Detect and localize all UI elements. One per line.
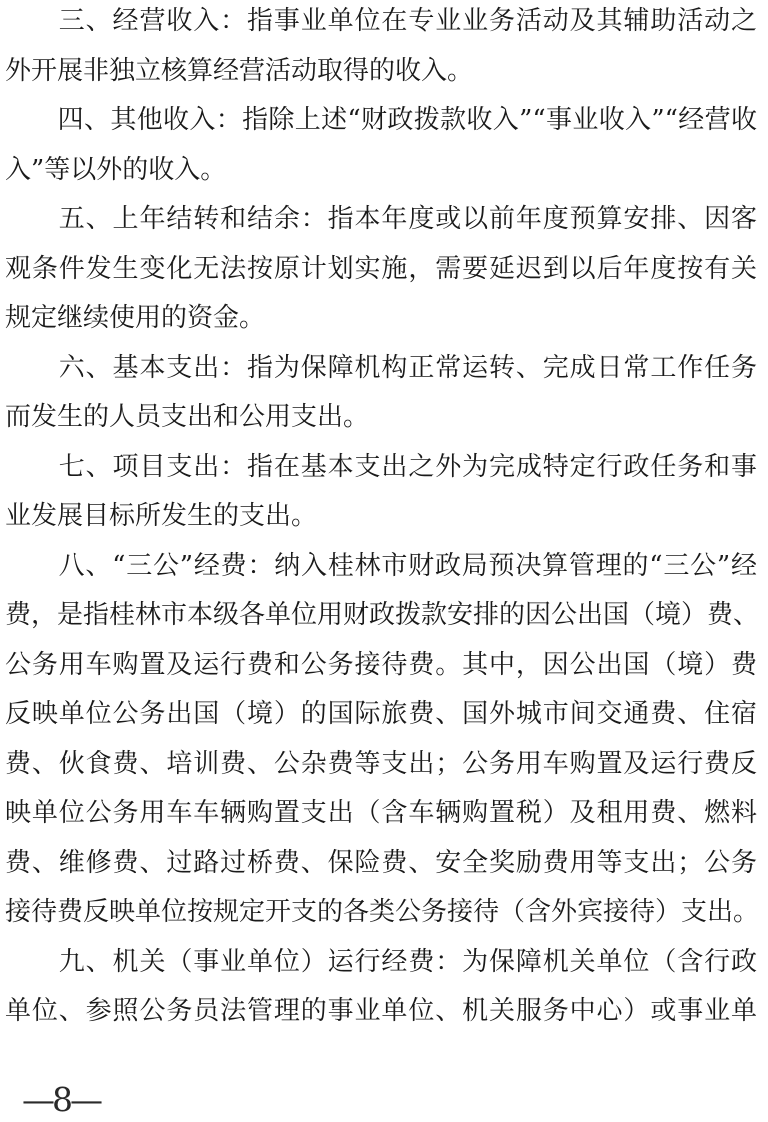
text-line: 三、经营收入：指事业单位在专业业务活动及其辅助活动之 — [5, 6, 757, 36]
item-4-other-revenue — [5, 96, 757, 195]
text-line: 观条件发生变化无法按原计划实施，需要延迟到以后年度按有关 — [5, 253, 757, 284]
text-line: 公务用车购置及运行费和公务接待费。其中，因公出国（境）费 — [5, 649, 757, 680]
text-line: 外开展非独立核算经营活动取得的收入。 — [5, 55, 474, 86]
text-line: 五、上年结转和结余：指本年度或以前年度预算安排、因客 — [5, 204, 757, 234]
text-line: 七、项目支出：指在基本支出之外为完成特定行政任务和事 — [5, 451, 757, 482]
text-line: 而发生的人员支出和公用支出。 — [5, 402, 370, 432]
page-footer — [22, 1080, 100, 1119]
text-line: 业发展目标所发生的支出。 — [5, 501, 318, 531]
item-8-three-public-funds — [5, 542, 760, 938]
text-line: 单位、参照公务员法管理的事业单位、机关服务中心）或事业单 — [5, 996, 757, 1026]
document-body — [5, 0, 760, 1037]
text-line: 接待费反映单位按规定开支的各类公务接待（含外宾接待）支出。 — [5, 897, 760, 927]
text-line: 映单位公务用车车辆购置支出（含车辆购置税）及租用费、燃料 — [5, 798, 757, 828]
text-line: 费、维修费、过路过桥费、保险费、安全奖励费用等支出；公务 — [5, 847, 757, 878]
text-line: 四、其他收入：指除上述“财政拨款收入”“事业收入”“经营收 — [5, 105, 757, 135]
item-5-carryover-and-surplus — [5, 195, 757, 344]
item-7-project-expenditure — [5, 443, 757, 542]
text-line: 九、机关（事业单位）运行经费：为保障机关单位（含行政 — [5, 946, 757, 977]
item-9-agency-operating-funds — [5, 938, 757, 1037]
page-number: —8— — [22, 1080, 100, 1119]
text-line: 八、“三公”经费：纳入桂林市财政局预决算管理的“三公”经 — [5, 550, 757, 581]
text-line: 费、伙食费、培训费、公杂费等支出；公务用车购置及运行费反 — [5, 748, 757, 779]
text-line: 反映单位公务出国（境）的国际旅费、国外城市间交通费、住宿 — [5, 699, 757, 729]
item-6-basic-expenditure — [5, 344, 757, 443]
text-line: 规定继续使用的资金。 — [5, 303, 266, 333]
text-line: 入”等以外的收入。 — [5, 154, 227, 185]
item-3-operating-revenue — [5, 0, 757, 96]
text-line: 六、基本支出：指为保障机构正常运转、完成日常工作任务 — [5, 352, 757, 383]
text-line: 费，是指桂林市本级各单位用财政拨款安排的因公出国（境）费、 — [5, 600, 760, 630]
